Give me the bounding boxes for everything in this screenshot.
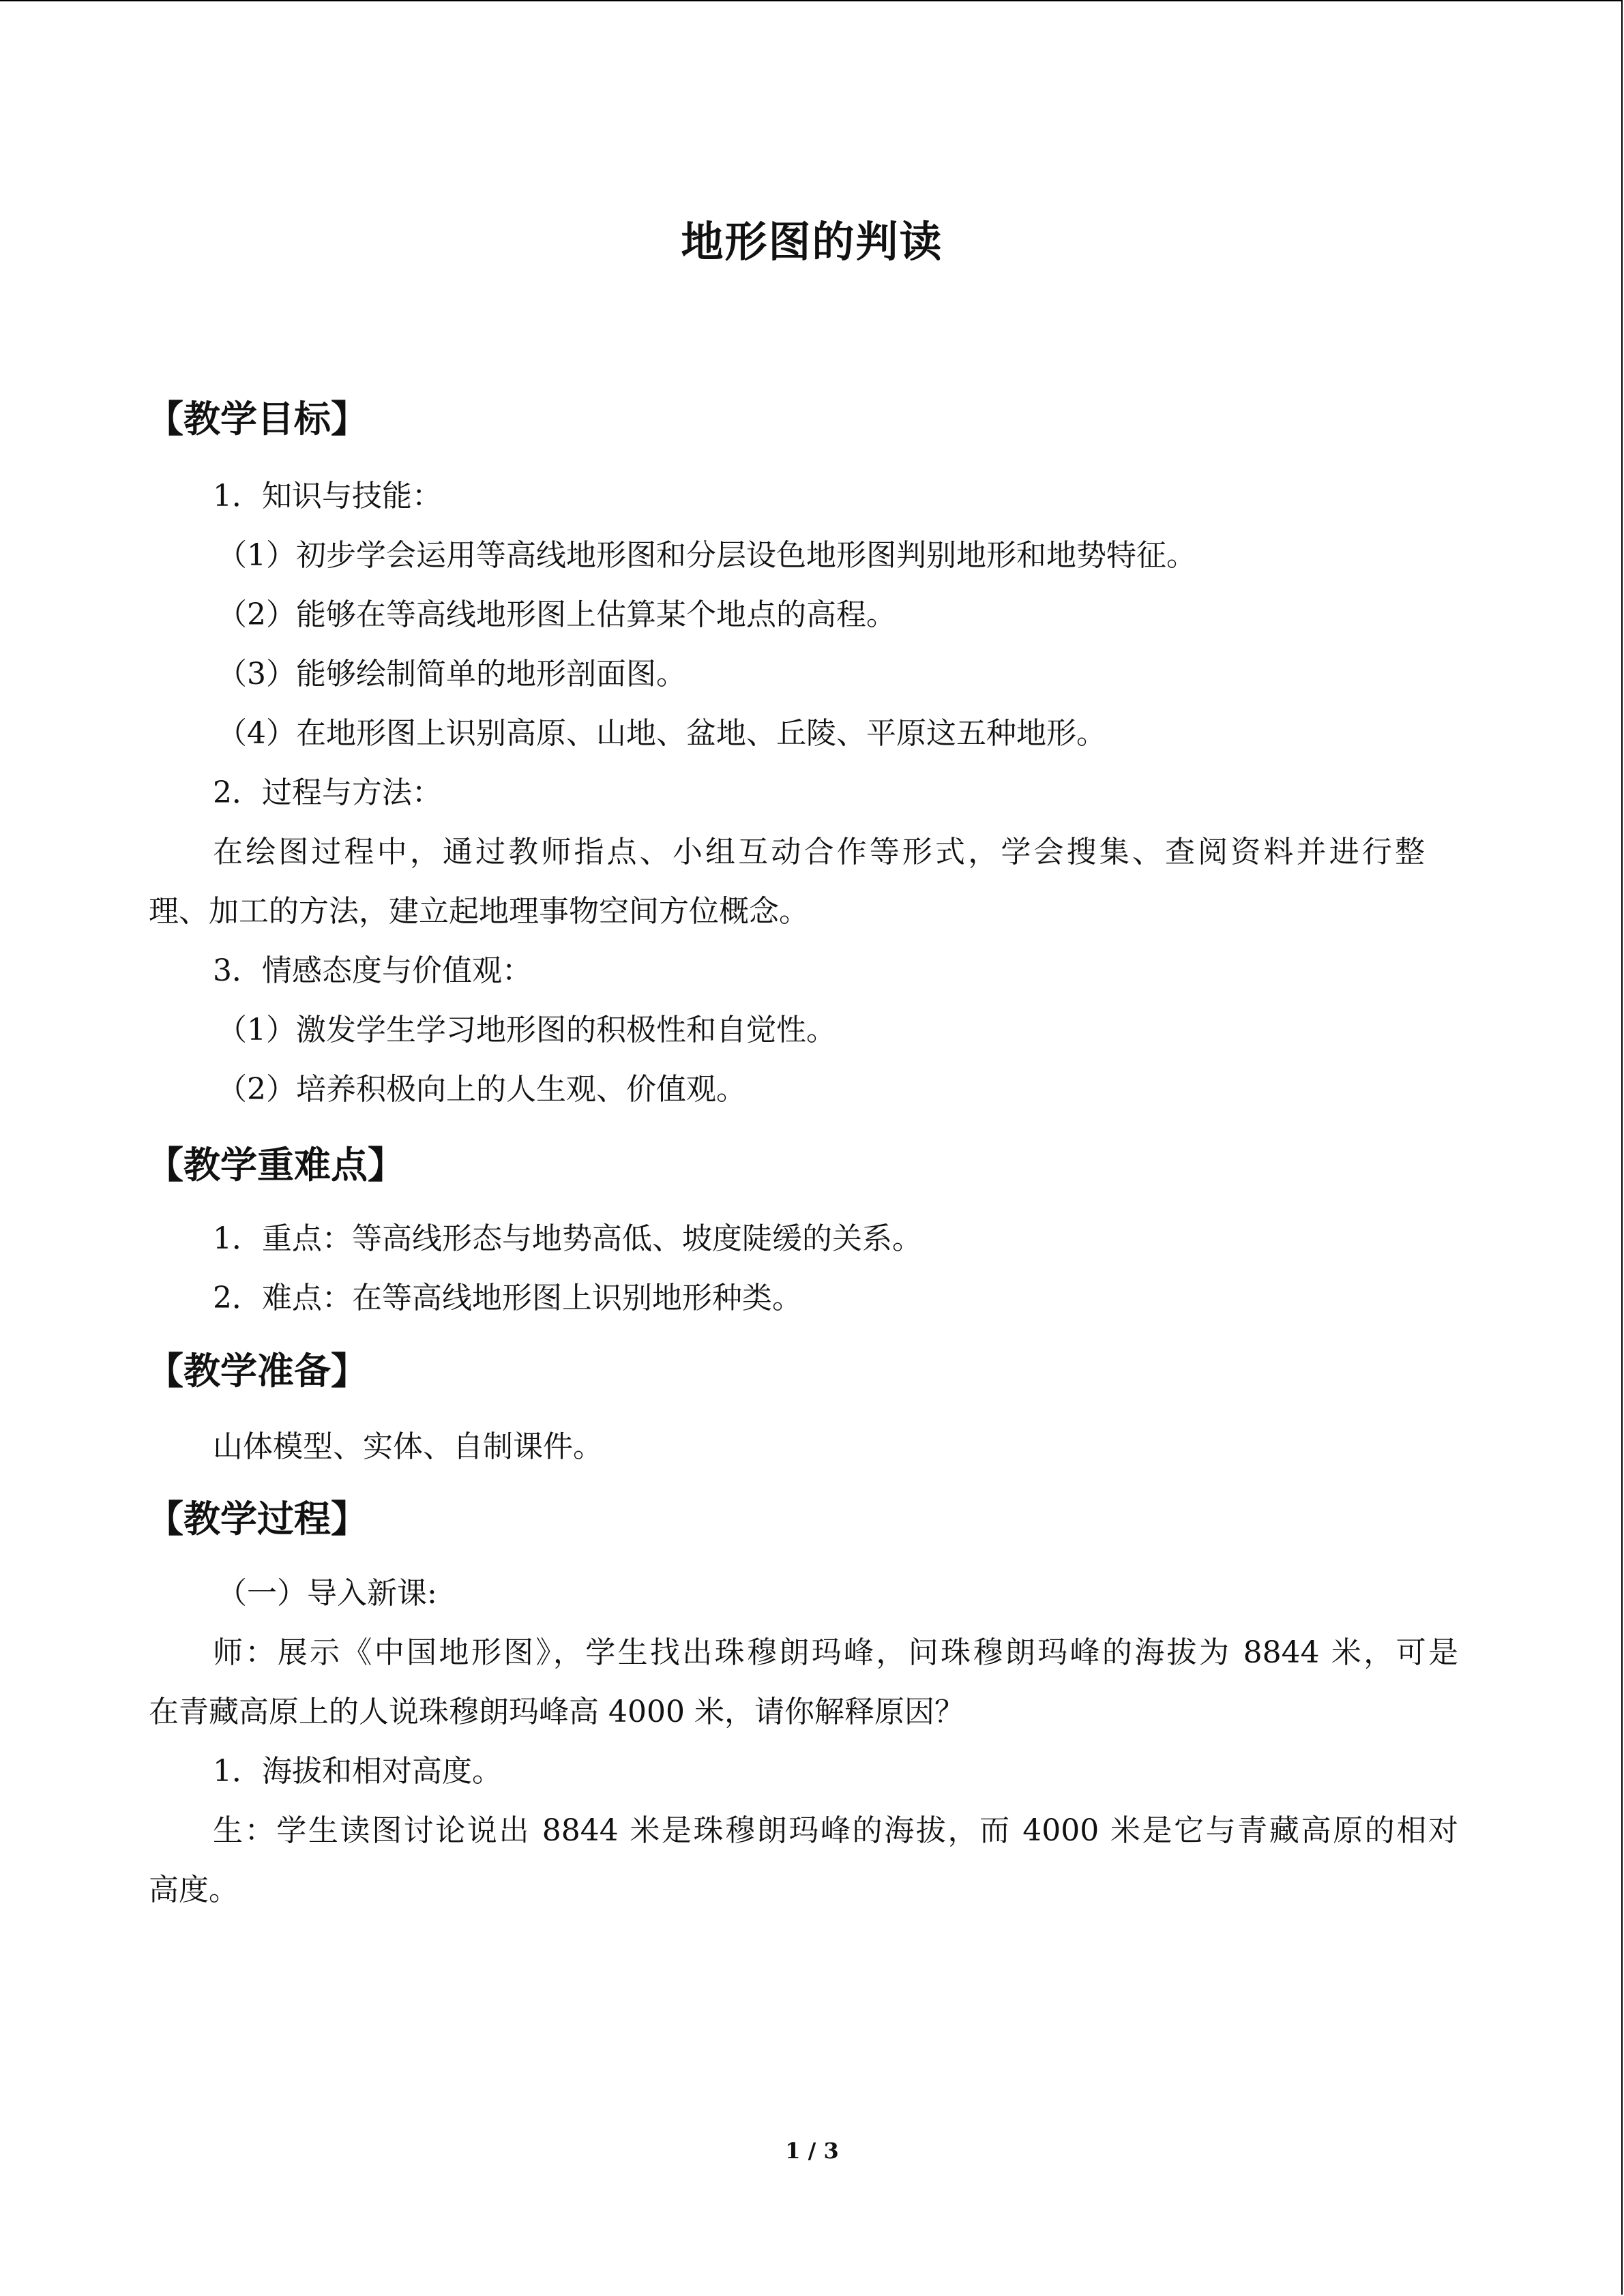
objective-paragraph-line: 在绘图过程中，通过教师指点、小组互动合作等形式，学会搜集、查阅资料并进行整 [213, 835, 1425, 869]
process-line: （一）导入新课: [217, 1576, 437, 1611]
section-heading-objectives: 【教学目标】 [147, 398, 368, 441]
process-paragraph-line: 生：学生读图讨论说出 8844 米是珠穆朗玛峰的海拔，而 4000 米是它与青藏高原的相对 [213, 1813, 1458, 1848]
page-number: 1 / 3 [785, 2138, 839, 2164]
objective-line: （2）能够在等高线地形图上估算某个地点的高程。 [217, 597, 896, 632]
objective-line: （1）激发学生学习地形图的积极性和自觉性。 [217, 1013, 836, 1047]
process-paragraph-line: 高度。 [149, 1873, 239, 1907]
objective-line: （4）在地形图上识别高原、山地、盆地、丘陵、平原这五种地形。 [217, 716, 1106, 751]
objective-line: 1．知识与技能： [213, 479, 442, 513]
objective-line: （2）培养积极向上的人生观、价值观。 [217, 1072, 746, 1107]
objective-line: （1）初步学会运用等高线地形图和分层设色地形图判别地形和地势特征。 [217, 538, 1196, 573]
process-line: 1．海拔和相对高度。 [213, 1754, 502, 1789]
document-title: 地形图的判读 [681, 217, 943, 267]
process-paragraph-line: 师：展示《中国地形图》，学生找出珠穆朗玛峰，问珠穆朗玛峰的海拔为 8844 米，可是 [213, 1635, 1458, 1670]
objective-paragraph-line: 理、加工的方法，建立起地理事物空间方位概念。 [149, 894, 809, 929]
process-paragraph-line: 在青藏高原上的人说珠穆朗玛峰高 4000 米，请你解释原因？ [149, 1695, 964, 1729]
key-point-line: 2．难点：在等高线地形图上识别地形种类。 [213, 1281, 802, 1315]
section-heading-preparation: 【教学准备】 [147, 1350, 368, 1392]
objective-line: 3．情感态度与价值观： [213, 953, 532, 988]
key-point-line: 1．重点：等高线形态与地势高低、坡度陡缓的关系。 [213, 1221, 922, 1256]
objective-line: （3）能够绘制简单的地形剖面图。 [217, 657, 686, 691]
section-heading-process: 【教学过程】 [147, 1497, 368, 1540]
preparation-line: 山体模型、实体、自制课件。 [213, 1429, 603, 1464]
section-heading-key-points: 【教学重难点】 [147, 1144, 404, 1187]
objective-line: 2．过程与方法： [213, 775, 442, 810]
